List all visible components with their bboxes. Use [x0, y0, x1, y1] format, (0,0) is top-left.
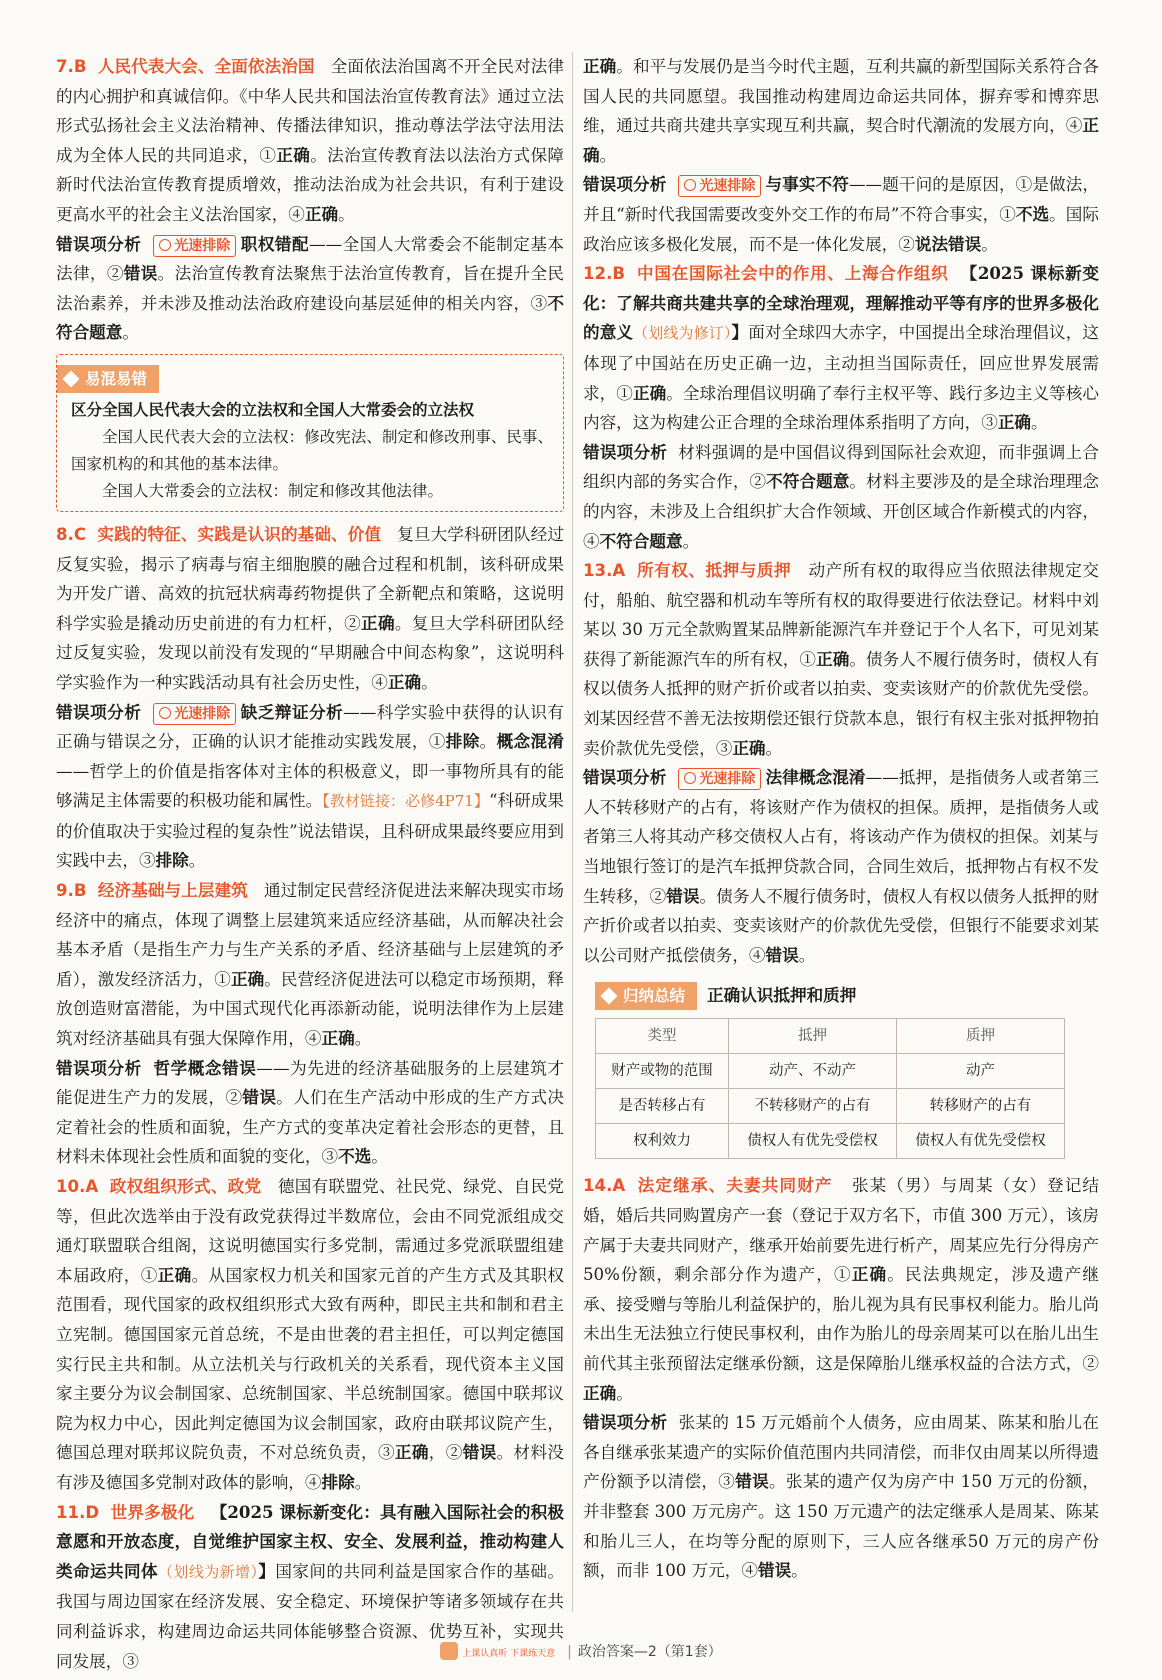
- answer-14-topic: 法定继承、夫妻共同财产: [637, 1176, 833, 1196]
- error-key: 概念混淆: [496, 731, 565, 752]
- clock-icon: [684, 772, 696, 784]
- verdict: 不选: [1015, 203, 1050, 224]
- error-body: 。债务人不履行债务时，债权人有权以债务人抵押的财产折价或者以拍卖、变卖该财产的价款优先受偿，但银行不能要求刘某以公司财产抵偿债务，④: [583, 886, 1100, 965]
- answer-7-number: 7.B: [56, 57, 87, 76]
- banner-label: 归纳总结: [623, 987, 686, 1006]
- answer-11-number: 11.D: [56, 1502, 100, 1522]
- answer-10-body2: 。从国家权力机关和国家元首的产生方式及其职权范围看，现代国家的政权组织形式大致有两种，即民主共和制和君主立宪制。德国国家元首总统，不是由世袭的君主担任，可以判定德国实行民主共和制。从立法机关与行政机关的关系看，现代资本主义国家主要分为议会制国家、总统制国家、半总统制国家。德国中联邦议院为权力中心，因此判定德国为议会制国家，政府由联邦议院产生，德国总理对联邦议院负责，不对总统负责，③: [56, 1265, 565, 1463]
- punct: 。: [354, 1029, 372, 1049]
- error-body: 材料强调的是中国倡议得到国际社会欢迎，而非强调上合组织内部的务实合作，②: [583, 442, 1099, 492]
- punct: 。: [599, 145, 617, 165]
- answer-12-body: 面对全球四大赤字，中国提出全球治理倡议，这体现了中国站在历史正确一边，主动担当国际责任，回应世界发展需求，①: [583, 323, 1100, 403]
- clock-icon: [159, 239, 171, 251]
- answer-13-errors: [583, 763, 1099, 970]
- table-cell: 动产: [897, 1054, 1065, 1089]
- answer-11-errors: [583, 170, 1099, 259]
- verdict: 排除: [155, 850, 189, 871]
- error-analysis-label: 错误项分析: [583, 442, 668, 462]
- punct: 。: [338, 204, 355, 224]
- clock-icon: [159, 707, 171, 719]
- error-analysis-label: 错误项分析: [583, 175, 667, 195]
- banner-label: 易混易错: [85, 369, 148, 388]
- confusion-title: 区分全国人民代表大会的立法权和全国人大常委会的立法权: [71, 400, 475, 419]
- tag-label: 光速排除: [699, 178, 756, 195]
- brand-logo-icon: [440, 1642, 458, 1660]
- answer-8: [56, 520, 564, 698]
- error-body: 。材料主要涉及的是全球治理理念的内容，未涉及上合组织扩大合作领域、开创区域合作新模式的内容，④: [583, 472, 1100, 551]
- punct: 。: [421, 672, 438, 692]
- footer-separator: |: [567, 1644, 572, 1660]
- error-body: 。国际政治应该多极化发展，而不是一体化发展，②: [583, 204, 1100, 254]
- answer-7-errors: [56, 230, 564, 348]
- answer-14-body: 张某（男）与周某（女）登记结婚，婚后共同购置房产一套（登记于双方名下，市值 300 万元），该房产属于夫妻共同财产，继承开始前要先进行析产，周某应先行分得房产 50%份额，剩余部分作为遗产，①: [583, 1176, 1100, 1285]
- punct: ，②: [428, 1443, 463, 1463]
- punct: 。: [981, 234, 998, 254]
- error-body: ——抵押，是指债务人或者第三人不转移财产的占有，将该财产作为债权的担保。质押，是指债务人或者第三人将其动产移交债权人占有，将该动产作为债权的担保。刘某与当地银行签订的是汽车抵押贷款合同，合同生效后，抵押物占有权不发生转移，②: [583, 768, 1100, 906]
- error-body: ——全国人大常委会不能制定基本法律，②: [56, 234, 565, 284]
- error-analysis-label: 错误项分析: [56, 234, 142, 254]
- right-column: [583, 52, 1099, 1586]
- answer-9-body: 通过制定民营经济促进法来解决现实市场经济中的痛点，体现了调整上层建筑来适应经济基础，从而解决社会基本矛盾（是指生产力与生产关系的矛盾、经济基础与上层建筑的矛盾），激发经济活力，①: [56, 881, 565, 989]
- table-header-cell: 质押: [897, 1019, 1065, 1054]
- verdict: 正确: [583, 115, 1099, 165]
- error-body: ——题干问的是原因，①是做法，并且“新时代我国需要改变外交工作的布局”不符合事实，①: [583, 175, 1100, 224]
- answer-8-body2: 。复旦大学科研团队经过反复实验，发现以前没有发现的“早期融合中间态构象”，这说明科学实验作为一种实践活动具有社会历史性，④: [56, 613, 565, 692]
- verdict: 错误: [123, 263, 158, 284]
- error-body: 张某的 15 万元婚前个人债务，应由周某、陈某和胎儿在各自继承张某遗产的实际价值范围内共同清偿，而非仅由周某以所得遗产份额予以清偿，③: [583, 1413, 1099, 1492]
- table-cell: 债权人有优先受偿权: [729, 1124, 897, 1159]
- punct: 。: [616, 1383, 633, 1403]
- verdict: 正确: [387, 671, 422, 692]
- answer-13: [583, 556, 1099, 763]
- verdict: 正确: [997, 412, 1032, 433]
- textbook-link: 【教材链接：必修4P71】: [322, 792, 489, 811]
- summary-header: [583, 980, 1099, 1014]
- answer-9-body2: 。民营经济促进法可以稳定市场预期，释放创造财富潜能，为中国式现代化再添新动能，说明法律作为上层建筑对经济基础具有强大保障作用，④: [56, 969, 565, 1049]
- answer-8-body: 复旦大学科研团队经过反复实验，揭示了病毒与宿主细胞膜的融合过程和机制，该科研成果为开发广谱、高效的抗冠状病毒药物提供了全新靶点和策略，这说明科学实验是撬动历史前进的有力杠杆，②: [56, 524, 565, 633]
- answer-12-number: 12.B: [583, 264, 626, 284]
- tag-label: 光速排除: [174, 237, 231, 254]
- verdict: 正确: [816, 648, 850, 669]
- verdict: 错误: [757, 1560, 792, 1581]
- error-analysis-label: 错误项分析: [56, 1058, 142, 1078]
- confusion-line: 全国人大常委会的立法权：制定和修改其他法律。: [102, 481, 444, 500]
- table-cell: 转移财产的占有: [897, 1089, 1065, 1124]
- tag-label: 光速排除: [699, 771, 756, 788]
- answer-7-body2: 。法治宣传教育法以法治方式保障新时代法治宣传教育提质增效，推动法治成为社会共识，有利于建设更高水平的社会主义法治国家，④: [56, 145, 565, 224]
- verdict: 正确: [304, 203, 339, 224]
- answer-11-topic: 世界多极化: [110, 1502, 195, 1522]
- answer-12: [583, 259, 1099, 438]
- answer-10-body: 德国有联盟党、社民党、绿党、自民党等，但此次选举由于没有政党获得过半数席位，会由不同党派组成交通灯联盟联合组阁，这说明德国实行多党制，需通过多党派联盟组建本届政府，①: [56, 1177, 565, 1285]
- error-body: 。法治宣传教育法聚焦于法治宣传教育，旨在提升全民法治素养，并未涉及推动法治政府建设向基层延伸的相关内容，③: [56, 264, 565, 313]
- left-column: [56, 52, 564, 1676]
- error-body: 。人们在生产活动中形成的生产方式决定着社会的性质和面貌，生产方式的变革决定着社会形态的更替，且材料未体现社会性质和面貌的变化，③: [56, 1088, 565, 1167]
- error-body: ——科学实验中获得的认识有正确与错误之分，正确的认识才能推动实践发展，①: [56, 702, 565, 752]
- pen-icon: [63, 370, 80, 387]
- confusion-line: 全国人民代表大会的立法权：修改宪法、制定和修改刑事、民事、国家机构的和其他的基本法律。: [71, 427, 553, 473]
- answer-13-topic: 所有权、抵押与质押: [637, 561, 792, 581]
- verdict: 正确: [394, 1442, 429, 1463]
- punct: 。: [1031, 413, 1048, 433]
- answer-14-number: 14.A: [583, 1176, 626, 1196]
- table-cell: 动产、不动产: [729, 1054, 897, 1089]
- error-key: 职权错配: [240, 233, 310, 254]
- error-analysis-label: 错误项分析: [583, 1413, 668, 1433]
- answer-9: [56, 876, 564, 1054]
- verdict: 正确: [321, 1028, 355, 1049]
- table-cell: 债权人有优先受偿权: [897, 1124, 1065, 1159]
- verdict: 不符合题意: [599, 530, 683, 551]
- quick-exclude-tag: [678, 175, 761, 197]
- punct: 。: [371, 1147, 388, 1167]
- verdict: 说法错误: [914, 233, 982, 254]
- error-body: “科研成果的价值取决于实验过程的复杂性”说法错误，且科研成果最终要应用到实践中去，③: [56, 791, 564, 871]
- table-cell: 不转移财产的占有: [729, 1089, 897, 1124]
- verdict: 正确: [583, 1382, 617, 1403]
- answer-14: [583, 1171, 1099, 1408]
- verdict: 排除: [321, 1471, 355, 1492]
- answer-8-topic: 实践的特征、实践是认识的基础、价值: [97, 524, 382, 544]
- column-divider: [572, 52, 573, 1612]
- quick-exclude-tag: [153, 235, 236, 257]
- punct: 。: [765, 738, 783, 758]
- answer-7: [56, 52, 564, 230]
- answer-7-topic: 人民代表大会、全面依法治国: [97, 57, 315, 76]
- verdict: 不符合题意: [766, 471, 850, 492]
- punct: 。: [122, 323, 139, 343]
- verdict: 错误: [735, 1471, 770, 1492]
- error-analysis-label: 错误项分析: [583, 768, 667, 788]
- tag-label: 光速排除: [174, 705, 231, 722]
- verdict: 错误: [666, 885, 700, 906]
- answer-9-number: 9.B: [56, 881, 87, 901]
- error-key: 哲学概念错误: [153, 1057, 257, 1078]
- standard-note: （划线为新增）: [158, 1562, 259, 1581]
- answer-10-topic: 政权组织形式、政党: [109, 1177, 262, 1196]
- table-cell: 是否转移占有: [596, 1089, 729, 1124]
- answer-9-topic: 经济基础与上层建筑: [97, 881, 248, 901]
- quick-exclude-tag: [678, 768, 761, 790]
- table-header-cell: 抵押: [729, 1019, 897, 1054]
- answer-10: [56, 1172, 564, 1498]
- error-body: ——为先进的经济基础服务的上层建筑才能促进生产力的发展，②: [56, 1058, 564, 1108]
- table-row: [596, 1124, 1065, 1159]
- error-key: 与事实不符: [765, 174, 849, 195]
- table-header-cell: 类型: [596, 1019, 729, 1054]
- error-body: 。张某的遗产仅为房产中 150 万元的份额，并非整套 300 万元房产。这 150 万元遗产的法定继承人是周某、陈某和胎儿三人，在均等分配的原则下，三人应各继承50 万元的房产份额，而非 100 万元，④: [583, 1472, 1100, 1581]
- answer-10-body3: 。材料没有涉及德国多党制对政体的影响，④: [56, 1443, 565, 1492]
- verdict: 正确: [157, 1264, 192, 1285]
- summary-banner: [595, 982, 697, 1010]
- confusion-banner: [57, 365, 159, 393]
- standard-change: 【2025 课标新变化：具有融入国际社会的积极意愿和开放态度，自觉维护国家主权、安全、发展利益，推动构建人类命运共同体: [56, 1501, 565, 1581]
- answer-8-errors: [56, 698, 564, 877]
- standard-note: （划线为修订）: [633, 324, 732, 343]
- verdict: 正确: [361, 612, 395, 633]
- table-cell: 财产或物的范围: [596, 1054, 729, 1089]
- clock-icon: [684, 179, 696, 191]
- confusion-box: [56, 354, 564, 512]
- punct: 。: [479, 732, 497, 752]
- verdict: 正确: [276, 144, 311, 165]
- table-row: [596, 1089, 1065, 1124]
- verdict: 正确: [851, 1264, 888, 1285]
- punct: 。: [682, 531, 700, 551]
- summary-table: [595, 1018, 1065, 1159]
- verdict: 不选: [338, 1146, 372, 1167]
- answer-8-number: 8.C: [56, 524, 87, 544]
- verdict: 正确: [230, 968, 265, 989]
- answer-10-number: 10.A: [56, 1177, 99, 1196]
- verdict: 错误: [765, 944, 799, 965]
- punct: 】: [731, 322, 749, 343]
- error-key: 法律概念混淆: [765, 767, 866, 788]
- answer-12-body2: 。全球治理倡议明确了奉行主权平等、践行多边主义等核心内容，这为构建公正合理的全球治理体系指明了方向，③: [583, 383, 1100, 433]
- answer-12-topic: 中国在国际社会中的作用、上海合作组织: [637, 264, 949, 284]
- table-header-row: [596, 1019, 1065, 1054]
- answer-12-errors: [583, 438, 1099, 556]
- answer-7-body: 全面依法治国离不开全民对法律的内心拥护和真诚信仰。《中华人民共和国法治宣传教育法》通过立法形式弘扬社会主义法治精神、传播法律知识，推动尊法学法守法用法成为全体人民的共同追求，①: [56, 57, 565, 165]
- punct: 】: [258, 1560, 276, 1581]
- error-body: ——哲学上的价值是指客体对主体的积极意义，即一事物所具有的能够满足主体需要的积极功能和属性。: [56, 761, 564, 811]
- punct: 。: [188, 851, 206, 871]
- answer-13-number: 13.A: [583, 561, 626, 581]
- table-row: [596, 1054, 1065, 1089]
- verdict: 不符合题意: [56, 292, 564, 343]
- footer-page-label: 政治答案—2（第1套）: [577, 1644, 722, 1660]
- table-cell: 权利效力: [596, 1124, 729, 1159]
- answer-11-body2: 。和平与发展仍是当今时代主题，互利共赢的新型国际关系符合各国人民的共同愿望。我国推动构建周边命运共同体，摒弃零和博弈思维，通过共商共建共享实现互利共赢，契合时代潮流的发展方向，④: [583, 57, 1100, 136]
- verdict: 排除: [445, 731, 480, 752]
- verdict: 错误: [242, 1087, 277, 1108]
- footer-slogan: 上课认真听 下课练天意: [462, 1649, 556, 1659]
- answer-11-body: 国家间的共同利益是国家合作的基础。我国与周边国家在经济发展、安全稳定、环境保护等诸多领域存在共同利益诉求，构建周边命运共同体能够整合资源、优势互补，实现共同发展，③: [56, 1561, 565, 1671]
- answer-14-errors: [583, 1408, 1099, 1586]
- summary-title: 正确认识抵押和质押: [707, 986, 857, 1006]
- verdict: 正确: [732, 737, 766, 758]
- answer-13-body: 动产所有权的取得应当依照法律规定交付，船舶、航空器和机动车等所有权的取得要进行依法登记。材料中刘某以 30 万元全款购置某品牌新能源汽车并登记于个人名下，可见刘某获得了新能源汽车的所有权，①: [583, 561, 1100, 669]
- quick-exclude-tag: [153, 703, 236, 725]
- answer-14-body2: 。民法典规定，涉及遗产继承、接受赠与等胎儿利益保护的，胎儿视为具有民事权利能力。胎儿尚未出生无法独立行使民事权利，由作为胎儿的母亲周某可以在胎儿出生前代其主张预留法定继承份额，这是保障胎儿继承权益的合法方式，②: [583, 1265, 1100, 1373]
- answer-11-cont: [583, 52, 1099, 170]
- page-footer: [0, 1641, 1162, 1661]
- verdict: 错误: [462, 1442, 497, 1463]
- verdict: 正确: [632, 382, 667, 403]
- error-key: 缺乏辩证分析: [240, 701, 344, 722]
- answer-9-errors: [56, 1054, 564, 1172]
- verdict: 正确: [583, 56, 617, 76]
- punct: 。: [354, 1472, 372, 1492]
- standard-change: 【2025 课标新变化：了解共商共建共享的全球治理观，理解推动平等有序的世界多极化的意义: [583, 263, 1099, 343]
- answer-13-body2: 。债务人不履行债务时，债权人有权以债务人抵押的财产折价或者以拍卖、变卖该财产的价款优先受偿。刘某因经营不善无法按期偿还银行贷款本息，银行有权主张对抵押物拍卖价款优先受偿，③: [583, 649, 1100, 758]
- punct: 。: [791, 1561, 808, 1581]
- error-analysis-label: 错误项分析: [56, 702, 142, 722]
- pen-icon: [601, 988, 618, 1005]
- punct: 。: [798, 945, 816, 965]
